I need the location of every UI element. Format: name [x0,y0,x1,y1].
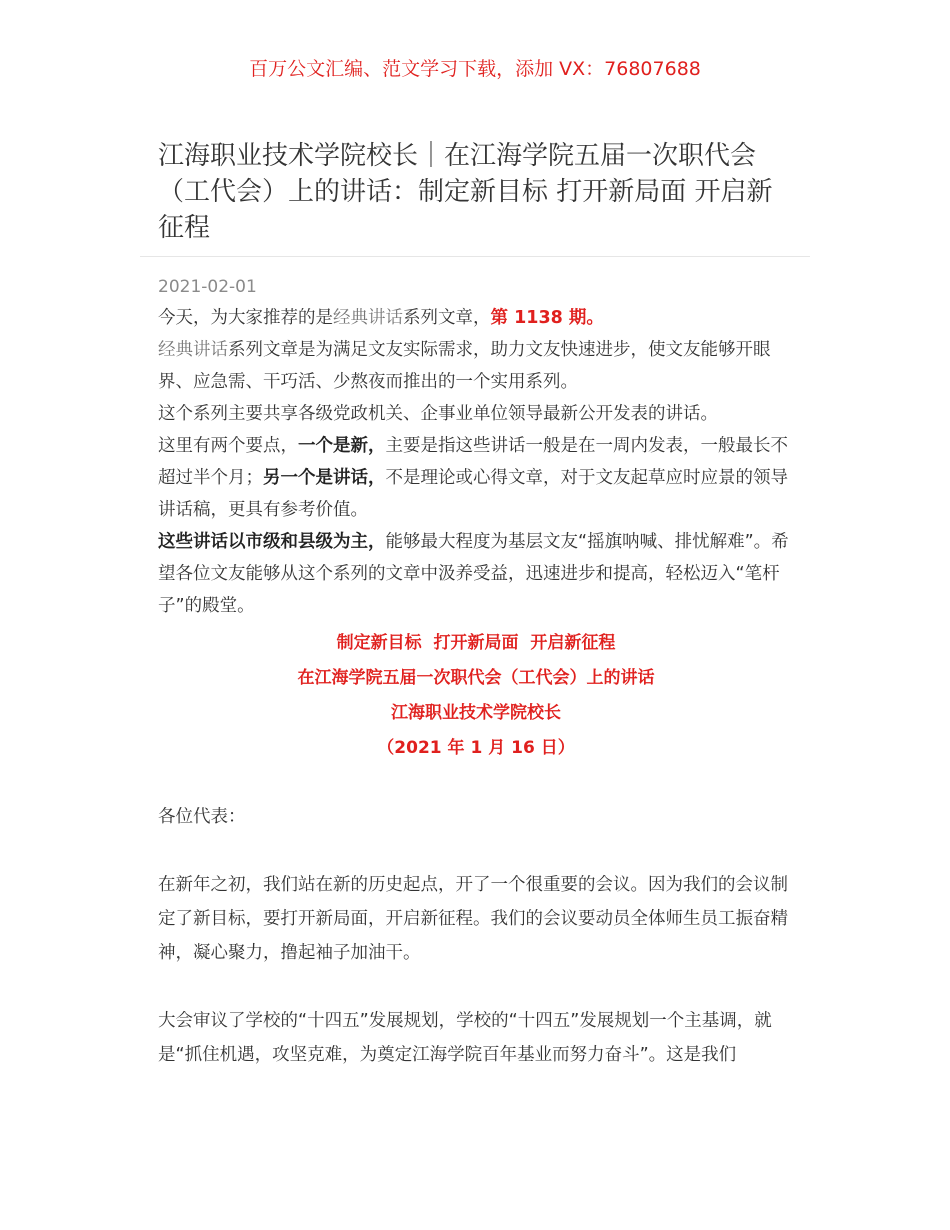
intro-text: 主要是指这些讲话一般是在一周内发表，一般最长不超过半个月； [158,436,788,488]
speech-heading [158,626,794,766]
article-title: 江海职业技术学院校长｜在江海学院五届一次职代会（工代会）上的讲话：制定新目标 打开新局面 开启新征程 [158,141,773,243]
spacer [158,766,794,800]
emphasis-text: 一个是新， [298,436,386,456]
intro-paragraph-3: 这个系列主要共享各级党政机关、企事业单位领导最新公开发表的讲话。 [158,404,718,424]
promo-banner: 百万公文汇编、范文学习下载，添加 VX：76807688 [249,58,701,80]
series-name: 经典讲话 [333,308,403,328]
intro-text: 系列文章是为满足文友实际需求，助力文友快速进步，使文友能够开眼界、应急需、干巧活、少熬夜而推出的一个实用系列。 [158,340,771,392]
intro-paragraph-5 [158,526,794,622]
publish-date: 2021-02-01 [158,277,257,297]
article-content [158,274,794,1072]
intro-paragraph-2 [158,334,794,398]
emphasis-text: 这些讲话以市级和县级为主， [158,532,386,552]
intro-paragraph-4 [158,430,794,526]
body-paragraph-2: 大会审议了学校的“十四五”发展规划，学校的“十四五”发展规划一个主基调，就是“抓住机遇，攻坚克难，为奠定江海学院百年基业而努力奋斗”。这是我们 [158,1011,772,1065]
speech-heading-line-4: （2021 年 1 月 16 日） [377,738,575,758]
salutation: 各位代表： [158,807,246,827]
title-divider [140,256,810,257]
spacer [158,834,794,868]
body-paragraph-1: 在新年之初，我们站在新的历史起点，开了一个很重要的会议。因为我们的会议制定了新目标，要打开新局面，开启新征程。我们的会议要动员全体师生员工振奋精神，凝心聚力，撸起袖子加油干。 [158,875,788,963]
intro-text: 今天，为大家推荐的是 [158,308,333,328]
intro-text: 系列文章， [403,308,491,328]
emphasis-text: 另一个是讲话， [263,468,386,488]
intro-text: 不是理论或心得文章，对于文友起草应时应景的领导讲话稿，更具有参考价值。 [158,468,788,520]
speech-heading-line-1: 制定新目标 打开新局面 开启新征程 [336,633,616,653]
intro-text: 这里有两个要点， [158,436,298,456]
spacer [158,970,794,1004]
intro-paragraph-1 [158,302,794,334]
issue-number: 第 1138 期。 [490,308,604,328]
intro-text: 能够最大程度为基层文友“摇旗呐喊、排忧解难”。希望各位文友能够从这个系列的文章中汲养受益，迅速进步和提高，轻松迈入“笔杆子”的殿堂。 [158,532,789,616]
speech-heading-line-3: 江海职业技术学院校长 [391,703,561,723]
series-name: 经典讲话 [158,340,228,360]
speech-heading-line-2: 在江海学院五届一次职代会（工代会）上的讲话 [297,668,655,688]
